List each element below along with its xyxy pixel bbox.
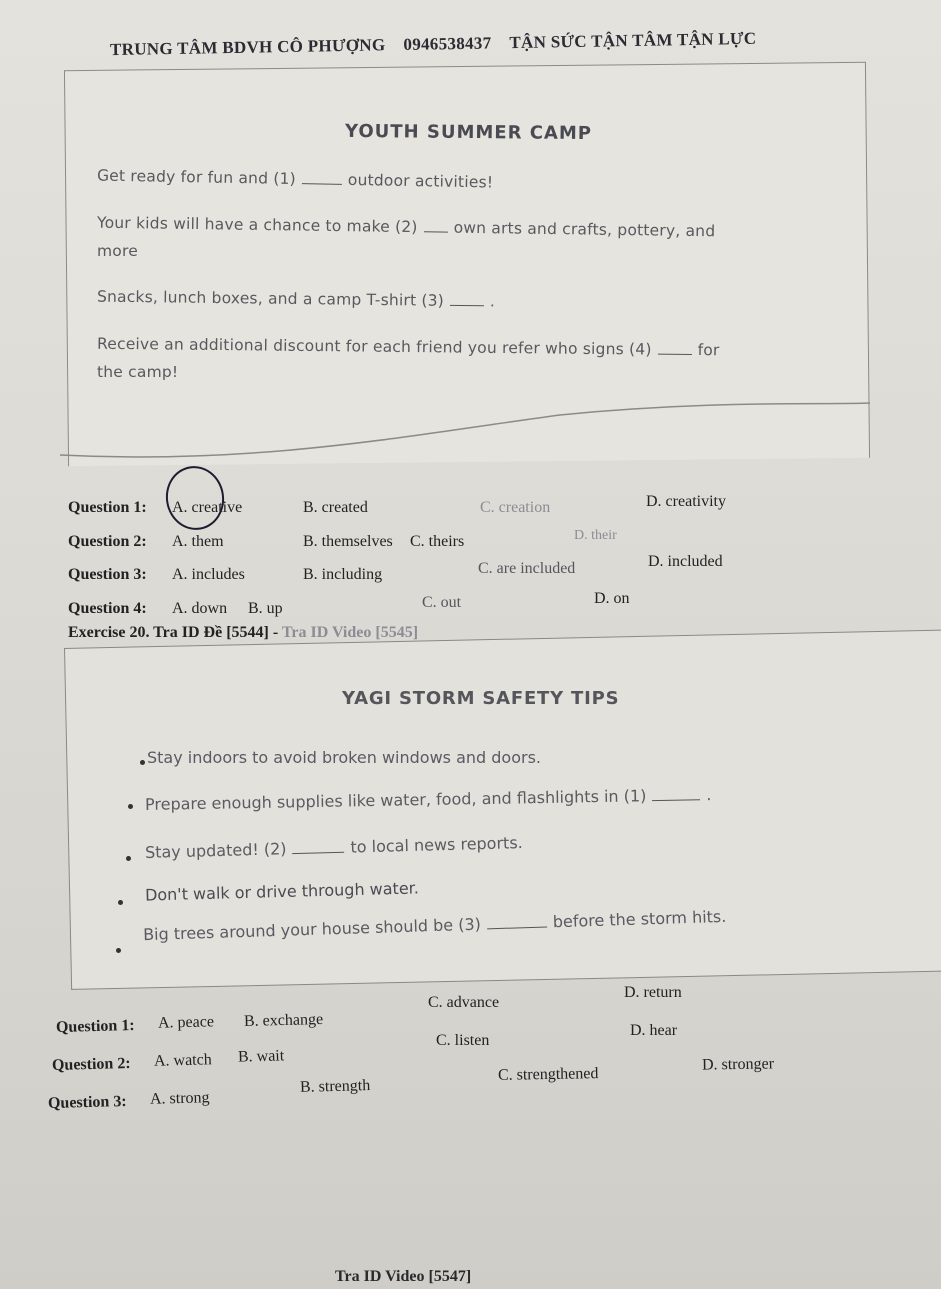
question-2-option-d[interactable]: D. their xyxy=(574,528,617,543)
question-4-option-a[interactable]: A. down xyxy=(172,600,228,617)
flyer-line-4-cont: the camp! xyxy=(97,363,179,381)
flyer-line-1: Get ready for fun and (1) outdoor activities! xyxy=(96,166,494,192)
q2-question-1-label: Question 1: xyxy=(55,1016,135,1037)
question-4-option-d[interactable]: D. on xyxy=(594,590,630,607)
q2-question-2-option-c[interactable]: C. listen xyxy=(436,1032,490,1049)
question-2-label: Question 2: xyxy=(68,533,147,550)
question-3-option-b[interactable]: B. including xyxy=(303,566,383,583)
bullet-dot xyxy=(118,900,123,905)
phone-number: 0946538437 xyxy=(403,33,492,54)
q2-question-3-option-b[interactable]: B. strength xyxy=(299,1077,371,1096)
flyer-title: YOUTH SUMMER CAMP xyxy=(344,120,593,145)
center-name: TRUNG TÂM BDVH CÔ PHƯỢNG xyxy=(109,35,386,60)
question-1-option-a[interactable]: A. creative xyxy=(172,499,243,516)
q2-question-3-option-d[interactable]: D. stronger xyxy=(701,1055,775,1074)
question-2-option-a[interactable]: A. them xyxy=(172,533,224,550)
q2-question-3-label: Question 3: xyxy=(47,1092,127,1113)
tip-4: Don't walk or drive through water. xyxy=(144,878,420,905)
q2-question-3-option-c[interactable]: C. strengthened xyxy=(497,1065,599,1084)
flyer-line-2: Your kids will have a chance to make (2) own arts and crafts, pottery, and xyxy=(96,213,716,241)
q2-question-1-option-d[interactable]: D. return xyxy=(624,984,682,1001)
exercise-video-id: Tra ID Video [5545] xyxy=(281,624,419,641)
tip-1: Stay indoors to avoid broken windows and doors. xyxy=(147,748,541,767)
q2-question-2-option-d[interactable]: D. hear xyxy=(630,1022,678,1039)
bullet-dot xyxy=(116,948,121,953)
q2-question-2-option-b[interactable]: B. wait xyxy=(237,1047,285,1066)
q2-question-1-option-b[interactable]: B. exchange xyxy=(243,1010,324,1031)
q2-question-3-option-a[interactable]: A. strong xyxy=(149,1089,210,1108)
flyer-wave-border xyxy=(60,395,870,465)
bullet-dot xyxy=(126,856,131,861)
exercise-20-heading: Exercise 20. Tra ID Đề [5544] - Tra ID Video [5545] xyxy=(68,624,419,641)
q2-question-1-option-a[interactable]: A. peace xyxy=(157,1013,215,1032)
question-3-option-d[interactable]: D. included xyxy=(648,553,723,570)
tip-2: Prepare enough supplies like water, food, and flashlights in (1) . xyxy=(144,785,712,814)
question-1-option-b[interactable]: B. created xyxy=(303,499,368,516)
footer-video-id: Tra ID Video [5547] xyxy=(335,1268,472,1285)
flyer-2-title: YAGI STORM SAFETY TIPS xyxy=(342,688,620,709)
flyer-line-4: Receive an additional discount for each friend you refer who signs (4) for xyxy=(96,334,720,360)
question-4-option-b[interactable]: B. up xyxy=(248,600,283,617)
question-2-option-b[interactable]: B. themselves xyxy=(303,533,393,550)
question-3-option-a[interactable]: A. includes xyxy=(172,566,245,583)
question-4-label: Question 4: xyxy=(68,600,147,617)
bullet-dot xyxy=(140,760,145,765)
q2-question-2-label: Question 2: xyxy=(51,1054,131,1075)
question-3-label: Question 3: xyxy=(68,566,147,583)
q2-question-1-option-c[interactable]: C. advance xyxy=(428,994,500,1011)
question-3-option-c[interactable]: C. are included xyxy=(478,560,576,577)
flyer-line-3: Snacks, lunch boxes, and a camp T-shirt (3) . xyxy=(96,287,496,311)
question-1-option-d[interactable]: D. creativity xyxy=(646,493,726,510)
question-4-option-c[interactable]: C. out xyxy=(422,594,462,611)
question-1-option-c[interactable]: C. creation xyxy=(480,499,551,516)
motto: TẬN SỨC TẬN TÂM TẬN LỰC xyxy=(509,28,757,53)
flyer-line-2-cont: more xyxy=(97,242,138,260)
tip-5: Big trees around your house should be (3) before the storm hits. xyxy=(142,906,727,945)
tip-3: Stay updated! (2) to local news reports. xyxy=(144,833,523,862)
q2-question-2-option-a[interactable]: A. watch xyxy=(153,1051,212,1070)
question-1-label: Question 1: xyxy=(68,499,147,516)
question-2-option-c[interactable]: C. theirs xyxy=(410,533,465,550)
bullet-dot xyxy=(128,804,133,809)
